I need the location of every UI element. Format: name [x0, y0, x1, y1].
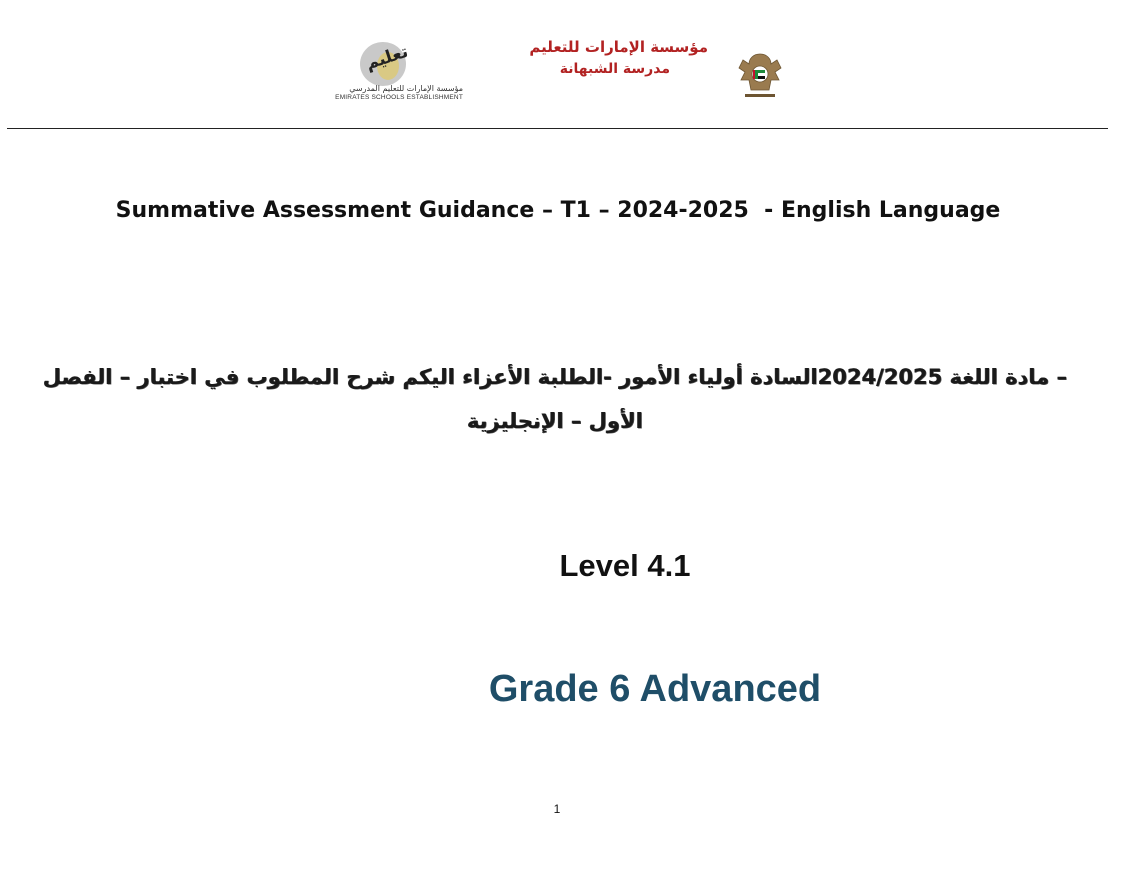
arabic-parent-note: – مادة اللغة 2024/2025السادة أولياء الأمور -الطلبة الأعزاء اليكم شرح المطلوب في اختبار – الفصل الأول – الإنجليزية	[42, 365, 1068, 433]
emirates-schools-establishment-logo	[305, 42, 465, 104]
school-name: مدرسة الشبهانة	[559, 61, 670, 77]
header-divider	[7, 128, 1108, 129]
page-number: 1	[553, 802, 561, 816]
school-header	[460, 36, 708, 80]
logo-arabic-word: تعليم	[363, 41, 411, 75]
logo-english-name: EMIRATES SCHOOLS ESTABLISHMENT	[335, 94, 463, 101]
foundation-name: مؤسسة الإمارات للتعليم	[529, 38, 708, 56]
grade-heading: Grade 6 Advanced	[488, 668, 822, 710]
level-heading: Level 4.1	[559, 548, 691, 583]
uae-emblem-icon	[733, 50, 787, 102]
document-title: Summative Assessment Guidance – T1 – 2024-2025 - English Language	[115, 198, 1001, 223]
logo-arabic-name: مؤسسة الإمارات للتعليم المدرسي	[349, 84, 463, 93]
